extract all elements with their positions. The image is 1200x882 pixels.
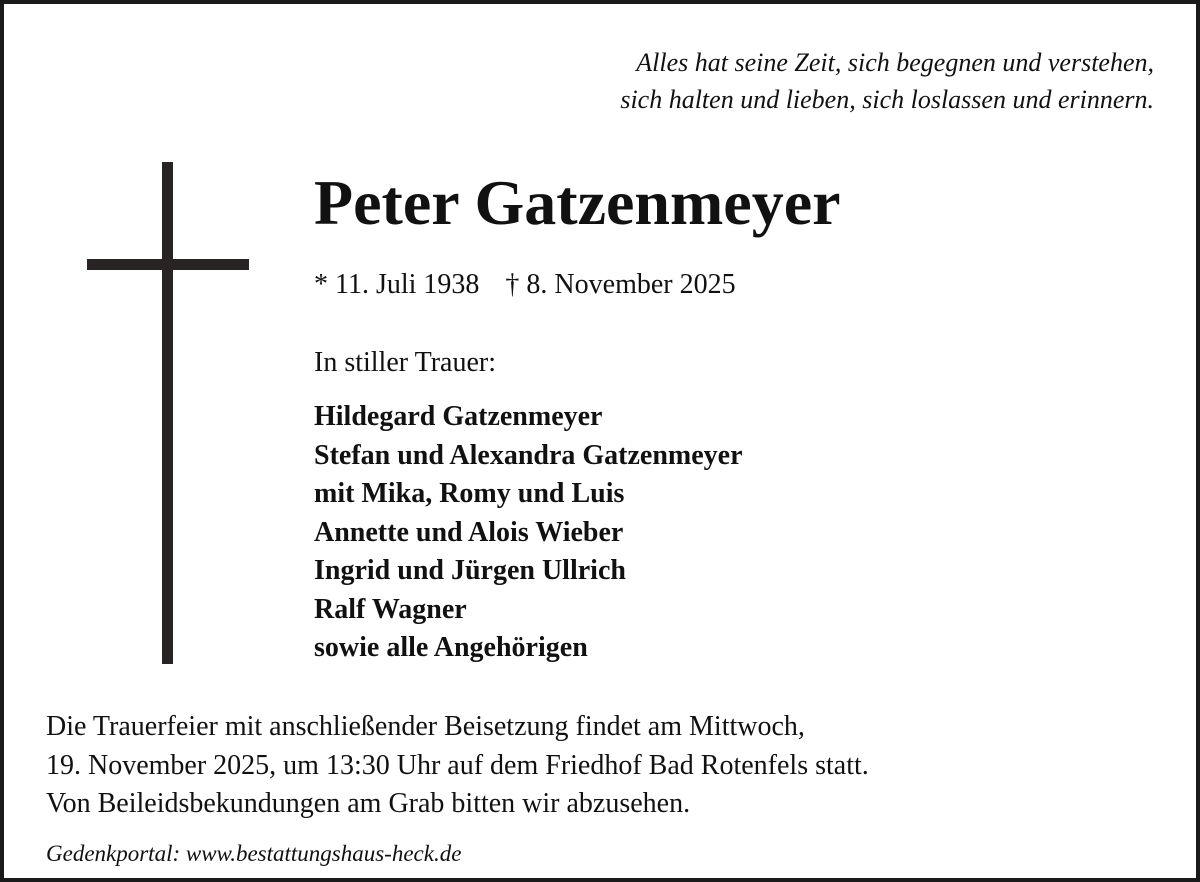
death-date: † 8. November 2025 xyxy=(505,269,736,300)
cross-horizontal-beam xyxy=(87,259,249,270)
mourner-name: Annette und Alois Wieber xyxy=(314,516,624,548)
memorial-portal-link[interactable]: Gedenkportal: www.bestattungshaus-heck.de xyxy=(46,841,462,866)
mourning-intro: In stiller Trauer: xyxy=(314,347,496,378)
deceased-name: Peter Gatzenmeyer xyxy=(314,167,841,238)
ceremony-line: Von Beileidsbekundungen am Grab bitten wir abzusehen. xyxy=(46,788,691,819)
ceremony-line: 19. November 2025, um 13:30 Uhr auf dem Friedhof Bad Rotenfels statt. xyxy=(46,749,869,781)
ceremony-notice xyxy=(46,708,869,824)
cross-vertical-beam xyxy=(162,162,173,664)
birth-date: * 11. Juli 1938 xyxy=(314,269,480,300)
motto-quote xyxy=(620,44,1154,118)
mourner-name: Ingrid und Jürgen Ullrich xyxy=(314,555,626,586)
motto-line: sich halten und lieben, sich loslassen und erinnern. xyxy=(620,85,1154,114)
mourner-name: mit Mika, Romy und Luis xyxy=(314,478,625,509)
mourner-name: Ralf Wagner xyxy=(314,593,467,625)
life-dates xyxy=(314,266,736,304)
mourner-name: Hildegard Gatzenmeyer xyxy=(314,401,603,432)
mourner-name: sowie alle Angehörigen xyxy=(314,632,588,663)
mourner-name: Stefan und Alexandra Gatzenmeyer xyxy=(314,439,743,471)
mourners-list xyxy=(314,398,743,668)
ceremony-line: Die Trauerfeier mit anschließender Beisetzung findet am Mittwoch, xyxy=(46,711,805,742)
motto-line: Alles hat seine Zeit, sich begegnen und verstehen, xyxy=(636,48,1154,77)
